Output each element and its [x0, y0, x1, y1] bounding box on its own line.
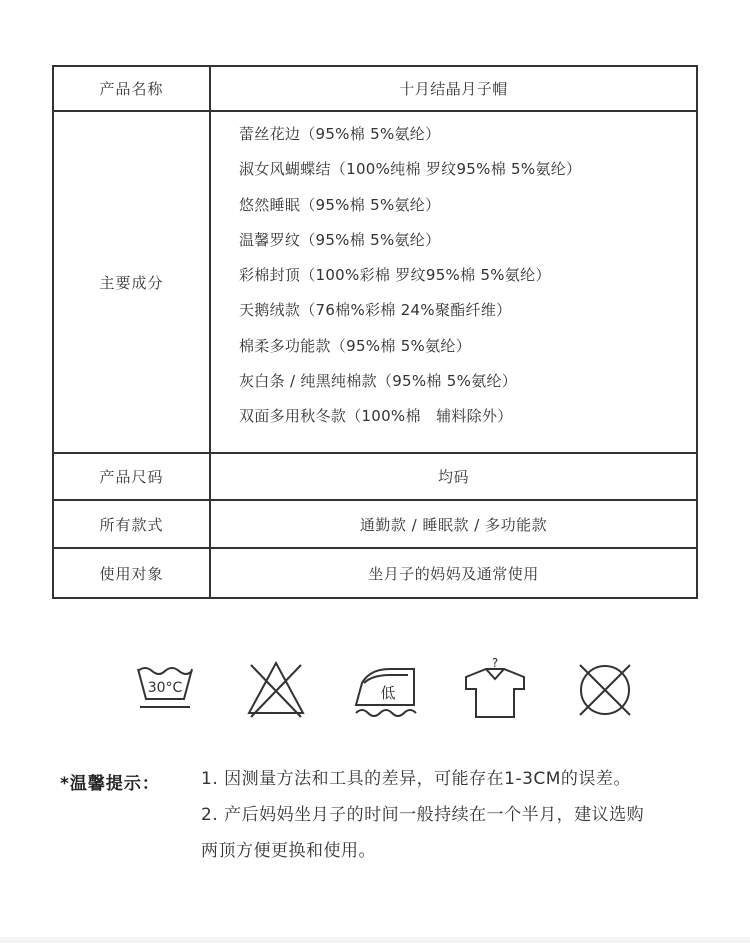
- product-name-value: 十月结晶月子帽: [399, 80, 508, 98]
- composition-item: 彩棉封顶（100%彩棉 罗纹95%棉 5%氨纶）: [239, 266, 551, 285]
- composition-item: 温馨罗纹（95%棉 5%氨纶）: [239, 230, 441, 249]
- composition-label: 主要成分: [54, 112, 211, 452]
- composition-item: 悠然睡眠（95%棉 5%氨纶）: [239, 195, 441, 214]
- row-size: [54, 454, 696, 501]
- spec-table: [52, 65, 698, 599]
- iron-temp-text: 低: [380, 684, 396, 702]
- product-name-label: 产品名称: [54, 67, 211, 110]
- user-label: 使用对象: [54, 549, 211, 597]
- tip-line: 两顶方便更换和使用。: [201, 841, 376, 861]
- user-value: 坐月子的妈妈及通常使用: [368, 564, 539, 583]
- do-not-tumble-dry-icon: [570, 655, 640, 725]
- wash-30c-icon: [130, 655, 200, 725]
- wash-temp-text: 30°C: [147, 680, 183, 696]
- iron-low-icon: [350, 655, 420, 725]
- row-product-name: [54, 67, 696, 112]
- tip-line: 2. 产后妈妈坐月子的时间一般持续在一个半月，建议选购: [201, 805, 645, 825]
- composition-item: 双面多用秋冬款（100%棉 辅料除外）: [239, 407, 513, 426]
- composition-item: 天鹅绒款（76棉%彩棉 24%聚酯纤维）: [239, 301, 512, 320]
- size-label: 产品尺码: [54, 454, 211, 499]
- care-icons: [0, 655, 750, 730]
- tips-label: *温馨提示：: [60, 774, 160, 794]
- hang-dry-icon: [460, 655, 530, 725]
- composition-item: 灰白条 / 纯黑纯棉款（95%棉 5%氨纶）: [239, 372, 518, 391]
- hanger-text: ?: [491, 656, 499, 670]
- row-user: [54, 549, 696, 597]
- size-value: 均码: [437, 468, 469, 486]
- row-composition: [54, 112, 696, 454]
- tip-line: 1. 因测量方法和工具的差异，可能存在1-3CM的误差。: [201, 769, 631, 789]
- composition-item: 蕾丝花边（95%棉 5%氨纶）: [239, 125, 441, 143]
- composition-item: 棉柔多功能款（95%棉 5%氨纶）: [239, 336, 472, 355]
- styles-value: 通勤款 / 睡眠款 / 多功能款: [359, 515, 548, 534]
- tips-lines: [201, 769, 721, 877]
- styles-label: 所有款式: [54, 501, 211, 547]
- bottom-divider: [0, 937, 750, 943]
- composition-item: 淑女风蝴蝶结（100%纯棉 罗纹95%棉 5%氨纶）: [239, 160, 582, 179]
- composition-list: [211, 112, 696, 452]
- row-styles: [54, 501, 696, 549]
- do-not-bleach-icon: [241, 655, 311, 725]
